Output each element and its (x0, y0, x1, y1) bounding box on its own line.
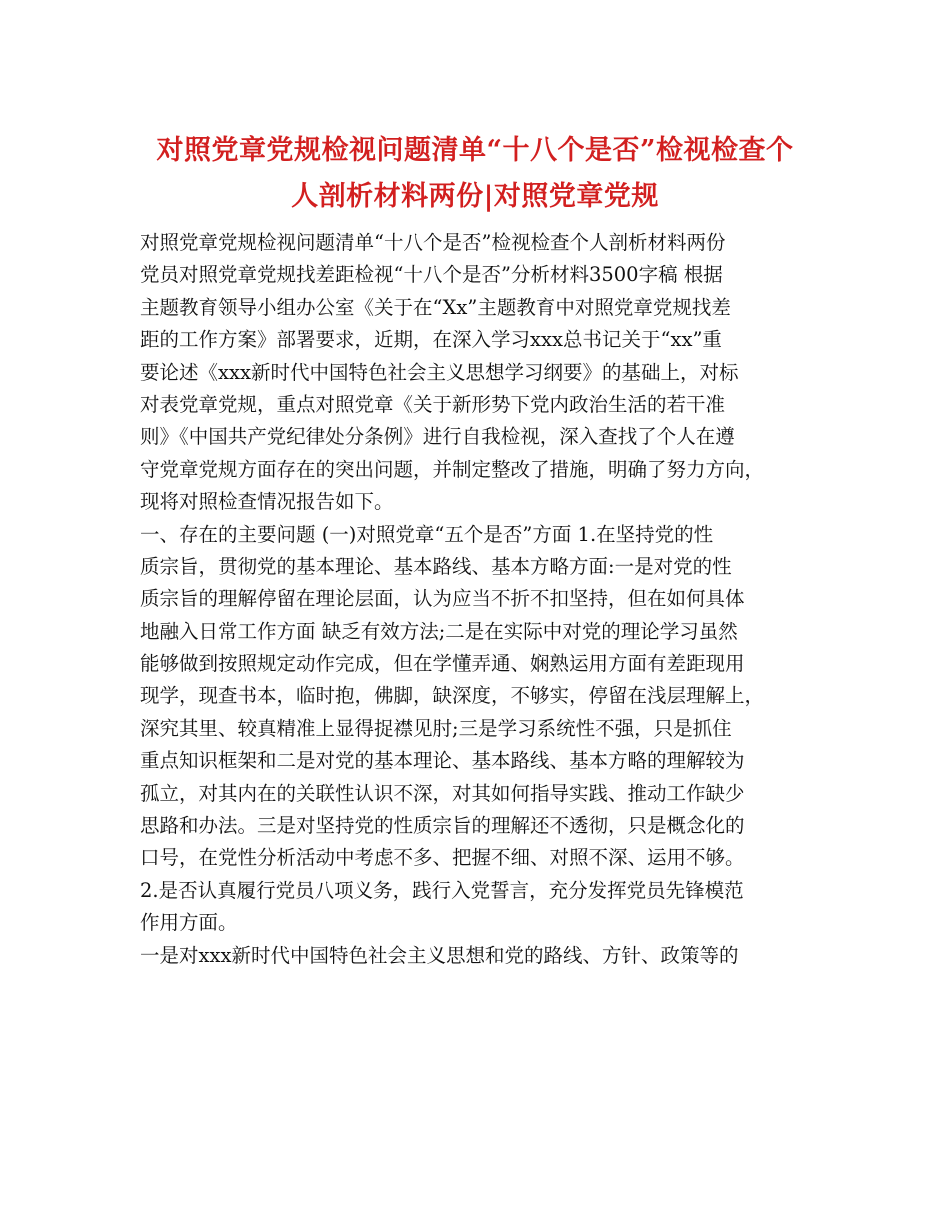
body-line: 能够做到按照规定动作完成，但在学懂弄通、娴熟运用方面有差距现用 (140, 652, 745, 676)
body-line: 主题教育领导小组办公室《关于在“Xx”主题教育中对照党章党规找差 (140, 295, 731, 319)
body-line: 距的工作方案》部署要求，近期，在深入学习xxx总书记关于“xx”重 (140, 328, 722, 352)
body-line: 口号，在党性分析活动中考虑不多、把握不细、对照不深、运用不够。 (140, 846, 745, 870)
body-line: 现学，现查书本，临时抱，佛脚，缺深度，不够实，停留在浅层理解上， (140, 684, 765, 708)
body-line: 深究其里、较真精准上显得捉襟见肘;三是学习系统性不强，只是抓住 (140, 716, 732, 740)
body-line: 一、存在的主要问题 (一)对照党章“五个是否”方面 1.在坚持党的性 (140, 522, 714, 546)
title-line-2: 人剖析材料两份|对照党章党规 (291, 181, 659, 212)
body-line: 质宗旨，贯彻党的基本理论、基本路线、基本方略方面:一是对党的性 (140, 554, 732, 578)
body-line: 对照党章党规检视问题清单“十八个是否”检视检查个人剖析材料两份 (140, 231, 726, 254)
body-line: 则》《中国共产党纪律处分条例》进行自我检视，深入查找了个人在遵 (140, 425, 735, 449)
body-line: 地融入日常工作方面 缺乏有效方法;二是在实际中对党的理论学习虽然 (140, 619, 738, 643)
body-line: 质宗旨的理解停留在理论层面，认为应当不折不扣坚持，但在如何具体 (140, 587, 745, 611)
document-body (140, 227, 820, 972)
body-line: 重点知识框架和二是对党的基本理论、基本路线、基本方略的理解较为 (140, 749, 745, 773)
title-line-1: 对照党章党规检视问题清单“十八个是否”检视检查个 (156, 135, 794, 166)
body-line: 思路和办法。三是对坚持党的性质宗旨的理解还不透彻，只是概念化的 (140, 814, 745, 838)
body-line: 孤立，对其内在的关联性认识不深，对其如何指导实践、推动工作缺少 (140, 781, 745, 805)
body-line: 2.是否认真履行党员八项义务，践行入党誓言，充分发挥党员先锋模范 (140, 878, 744, 902)
body-line: 要论述《xxx新时代中国特色社会主义思想学习纲要》的基础上，对标 (140, 360, 739, 384)
body-line: 党员对照党章党规找差距检视“十八个是否”分析材料3500字稿 根据 (140, 263, 723, 287)
body-line: 作用方面。 (140, 911, 238, 935)
document-title (120, 128, 830, 220)
body-line: 一是对xxx新时代中国特色社会主义思想和党的路线、方针、政策等的 (140, 943, 739, 967)
body-line: 对表党章党规，重点对照党章《关于新形势下党内政治生活的若干准 (140, 392, 726, 416)
body-line: 现将对照检查情况报告如下。 (140, 490, 394, 514)
body-line: 守党章党规方面存在的突出问题，并制定整改了措施，明确了努力方向， (140, 457, 765, 481)
